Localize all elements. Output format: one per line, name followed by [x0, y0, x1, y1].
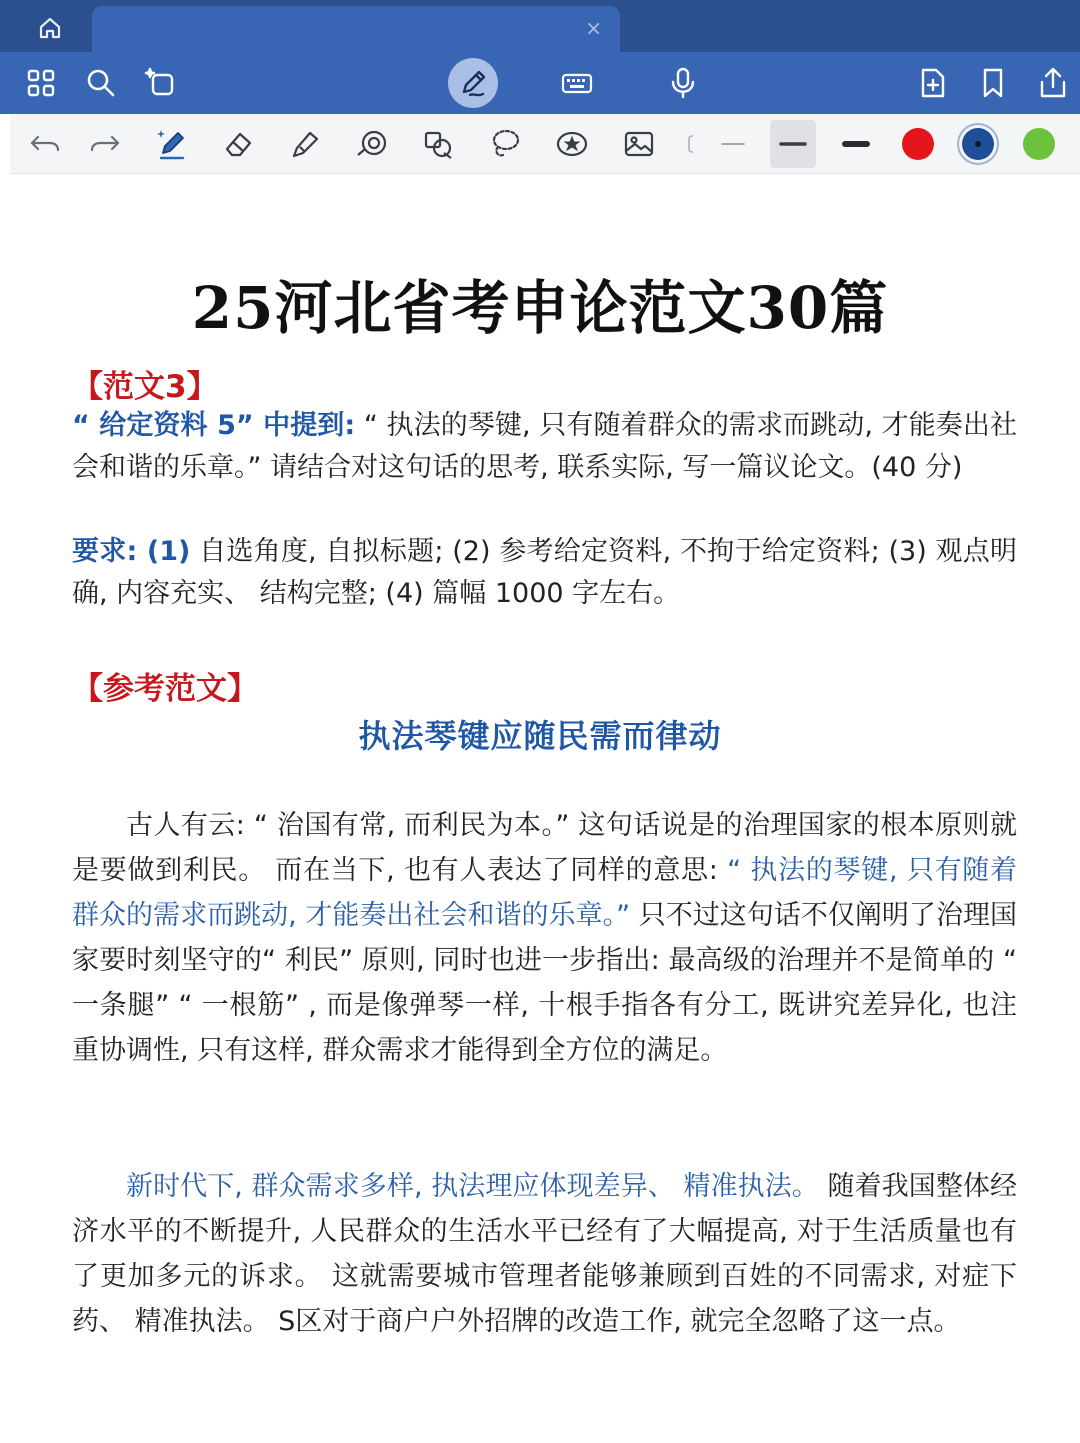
- tab-bar: [0, 0, 1080, 52]
- image-icon[interactable]: [622, 127, 656, 161]
- lasso-icon[interactable]: [488, 127, 522, 161]
- document-page: [0, 175, 1080, 1443]
- medium-stroke-icon[interactable]: [770, 120, 816, 168]
- thin-stroke-icon[interactable]: [716, 127, 750, 161]
- color-blue-swatch[interactable]: [962, 128, 994, 160]
- highlighter-icon[interactable]: [288, 127, 322, 161]
- requirements-label: 要求: (1): [72, 536, 191, 567]
- home-icon[interactable]: [36, 14, 64, 42]
- shapes-icon[interactable]: [422, 127, 456, 161]
- p2-lead: 新时代下, 群众需求多样, 执法理应体现差异、 精准执法。: [126, 1171, 819, 1202]
- main-toolbar: [0, 52, 1080, 114]
- p1-opening: 古人有云: “ 治国有常, 而利民为本。” 这句话说是的治理国家的根本原则就是要做到利民。 而在当下, 也有人表达了同样的意思:: [72, 810, 1017, 886]
- grid-icon[interactable]: [24, 66, 58, 100]
- tab-close-button[interactable]: ×: [585, 16, 602, 40]
- p2-body: 随着我国整体经济水平的不断提升, 人民群众的生活水平已经有了大幅提高, 对于生活质量也有了更加多元的诉求。 这就需要城市管理者能够兼顾到百姓的不同需求, 对症下药、 精准执法。 S区对于商户户外招牌的改造工作, 就完全忽略了这一点。: [72, 1171, 1017, 1337]
- sticker-icon[interactable]: [555, 127, 589, 161]
- bookmark-icon[interactable]: [976, 66, 1010, 100]
- selected-dot: [975, 141, 981, 147]
- essay-paragraph-2: [72, 1164, 1017, 1344]
- add-page-icon[interactable]: [916, 66, 950, 100]
- question-paragraph: [72, 405, 1017, 489]
- thick-stroke-icon[interactable]: [839, 127, 873, 161]
- search-icon[interactable]: [84, 66, 118, 100]
- microphone-icon[interactable]: [666, 66, 700, 100]
- section-heading-essay3: 【范文3】: [72, 369, 218, 405]
- essay-title: 执法琴键应随民需而律动: [358, 717, 722, 755]
- color-red-swatch[interactable]: [902, 128, 934, 160]
- requirements-paragraph: [72, 531, 1017, 615]
- document-title: 25河北省考申论范文30篇: [191, 274, 889, 342]
- pen-mode-icon[interactable]: [448, 58, 498, 108]
- ai-sparkle-icon[interactable]: [144, 66, 178, 100]
- section-heading-reference: 【参考范文】: [72, 671, 258, 707]
- p1-quote: “ 执法的琴键, 只有随着群众的需求而跳动, 才能奏出社会和谐的乐章。”: [72, 855, 1017, 931]
- undo-icon[interactable]: [28, 127, 62, 161]
- essay-paragraph-1: [72, 803, 1017, 1073]
- text-cursor-icon: [686, 127, 696, 161]
- p1-body: 只不过这句话不仅阐明了治理国家要时刻坚守的“ 利民” 原则, 同时也进一步指出: 最高级的治理并不是简单的 “ 一条腿” “ 一根筋” , 而是像弹琴一样, 十根手指各有分工, 既讲究差异化, 也注重协调性, 只有这样, 群众需求才能得到全方位的满足。: [72, 900, 1017, 1066]
- shape-recognize-icon[interactable]: [355, 127, 389, 161]
- eraser-icon[interactable]: [222, 127, 256, 161]
- share-icon[interactable]: [1036, 66, 1070, 100]
- redo-icon[interactable]: [88, 127, 122, 161]
- pen-icon[interactable]: [155, 127, 189, 161]
- color-green-swatch[interactable]: [1023, 128, 1055, 160]
- document-tab[interactable]: [92, 6, 620, 52]
- drawing-toolbar: [10, 114, 1080, 174]
- requirements-text: 自选角度, 自拟标题; (2) 参考给定资料, 不拘于给定资料; (3) 观点明确, 内容充实、 结构完整; (4) 篇幅 1000 字左右。: [72, 536, 1017, 609]
- question-text: “ 执法的琴键, 只有随着群众的需求而跳动, 才能奏出社会和谐的乐章。” 请结合对这句话的思考, 联系实际, 写一篇议论文。(40 分): [72, 410, 1017, 483]
- keyboard-icon[interactable]: [560, 66, 594, 100]
- question-label: “ 给定资料 5” 中提到:: [72, 410, 356, 441]
